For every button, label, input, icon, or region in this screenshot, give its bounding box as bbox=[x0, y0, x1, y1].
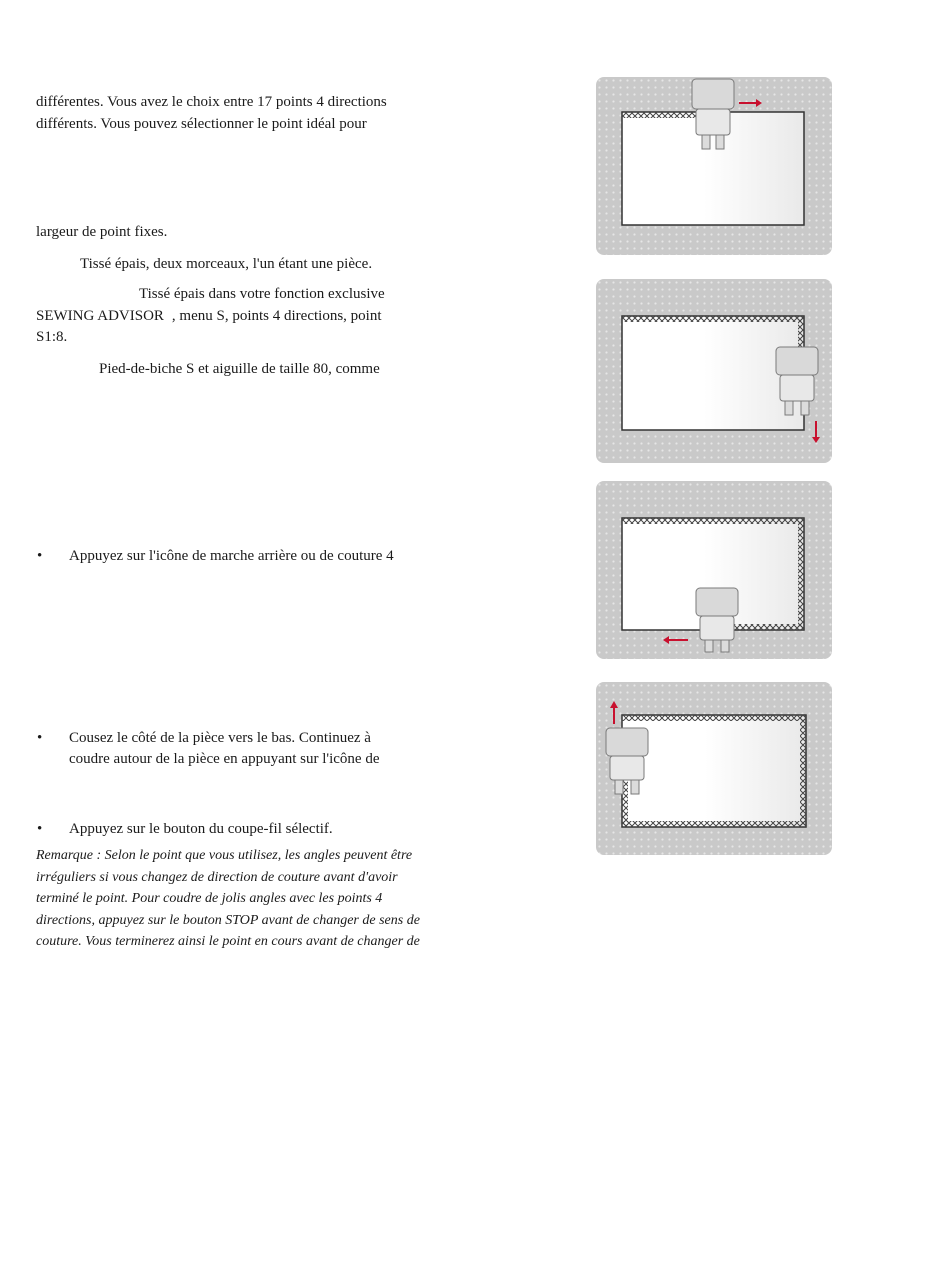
illustration-step-3 bbox=[596, 481, 832, 659]
illustration-step-1 bbox=[596, 77, 832, 255]
bullet-item-reverse: Appuyez sur l'icône de marche arrière ou de couture 4 bbox=[69, 548, 394, 564]
intro-line-1: différentes. Vous avez le choix entre 17 points 4 directions bbox=[36, 94, 387, 110]
fabric-figure-1 bbox=[596, 77, 832, 255]
fabric-figure-2 bbox=[596, 279, 832, 463]
fabric-figure-4 bbox=[596, 682, 832, 855]
remark-line: couture. Vous terminerez ainsi le point en cours avant de changer de bbox=[36, 934, 420, 949]
bullet-marker: • bbox=[37, 730, 43, 746]
illustration-step-2 bbox=[596, 279, 832, 463]
remark-line: directions, appuyez sur le bouton STOP avant de changer de sens de bbox=[36, 912, 420, 928]
step-line-fabric: Tissé épais, deux morceaux, l'un étant une pièce. bbox=[80, 256, 373, 272]
illustration-step-4 bbox=[596, 682, 832, 855]
remark-line: irréguliers si vous changez de direction de couture avant d'avoir bbox=[36, 869, 398, 885]
bullet-item-sew-side-2: coudre autour de la pièce en appuyant sur l'icône de bbox=[69, 751, 380, 767]
bullet-item-thread-cutter: Appuyez sur le bouton du coupe-fil sélectif. bbox=[69, 821, 333, 837]
bullet-item-sew-side-1: Cousez le côté de la pièce vers le bas. Continuez à bbox=[69, 730, 371, 746]
bullet-marker: • bbox=[37, 821, 43, 837]
fabric-figure-3 bbox=[596, 481, 832, 659]
step-line-sewing-advisor bbox=[36, 305, 382, 327]
step-line-select: Tissé épais dans votre fonction exclusive bbox=[139, 286, 385, 302]
remark-line: terminé le point. Pour coudre de jolis angles avec les points 4 bbox=[36, 891, 383, 906]
sewing-advisor-menu: , menu S, points 4 directions, point bbox=[171, 308, 382, 324]
step-line-stitch-number: S1:8. bbox=[36, 329, 68, 345]
intro-line-2: différents. Vous pouvez sélectionner le point idéal pour bbox=[36, 116, 367, 132]
bullet-marker: • bbox=[37, 548, 43, 564]
sewing-advisor-name: SEWING ADVISOR bbox=[36, 308, 164, 324]
step-line-presser-foot: Pied-de-biche S et aiguille de taille 80, comme bbox=[99, 361, 380, 377]
remark-note bbox=[36, 845, 466, 953]
step-line-fixed-width: largeur de point fixes. bbox=[36, 224, 168, 240]
remark-line: Remarque : Selon le point que vous utilisez, les angles peuvent être bbox=[36, 848, 413, 863]
